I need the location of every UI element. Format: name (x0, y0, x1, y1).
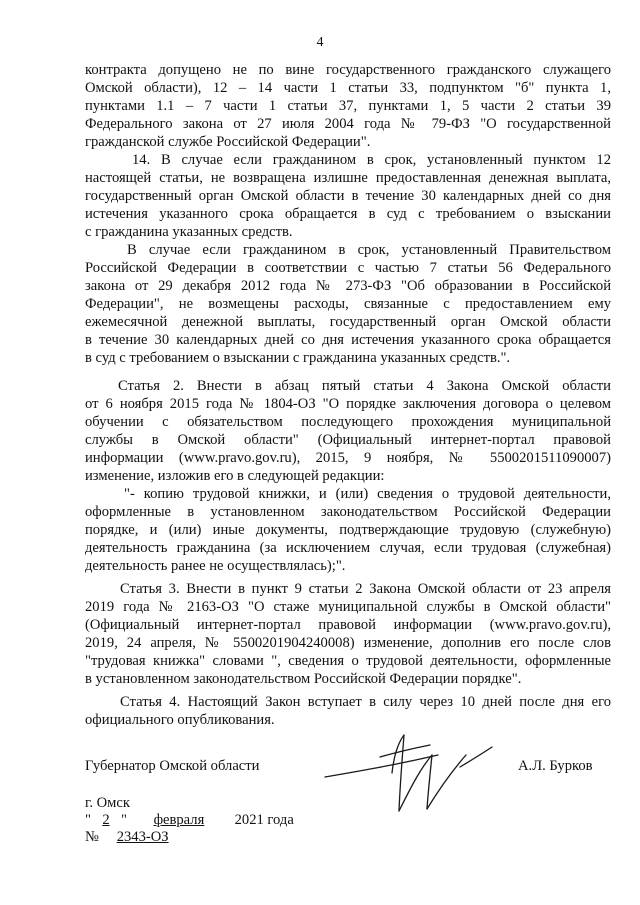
text-line: изменение, изложив его в следующей редакции: (85, 468, 385, 484)
text-line: деятельность ранее не осуществлялась);". (85, 558, 346, 574)
text-line: В случае если гражданином в срок, установленный Правительством (127, 242, 611, 258)
text-line: ежемесячной денежной выплаты, государственный орган Омской области (85, 314, 611, 330)
date-open-quote: " (85, 812, 91, 828)
date-day: 2 (102, 812, 110, 828)
text-line: Омской области), 12 – 14 части 1 статьи 33, подпунктом "б" пункта 1, (85, 80, 611, 96)
signing-date (85, 811, 294, 829)
text-line: контракта допущено не по вине государственного гражданского служащего (85, 62, 611, 78)
date-year: 2021 года (234, 812, 294, 828)
number-sign: № (85, 829, 99, 845)
text-line: Федерального закона от 27 июля 2004 года № 79-ФЗ "О государственной (85, 116, 611, 132)
text-line: в суд с требованием о взыскании с гражданина указанных средств.". (85, 350, 511, 366)
text-line: официального опубликования. (85, 712, 275, 728)
text-line: 14. В случае если гражданином в срок, установленный пунктом 12 (132, 152, 611, 168)
text-line: Российской Федерации в соответствии с частью 7 статьи 56 Федерального (85, 260, 611, 276)
text-line: Статья 3. Внести в пункт 9 статьи 2 Закона Омской области от 23 апреля (120, 581, 611, 597)
text-line: закона от 29 декабря 2012 года № 273-ФЗ "Об образовании в Российской (85, 278, 611, 294)
text-line: 2019 года № 2163-ОЗ "О стаже муниципальной службы в Омской области" (85, 599, 611, 615)
text-line: истечения указанного срока обращается в суд с требованием о взыскании (85, 206, 611, 222)
law-number (85, 828, 169, 846)
text-line: службы в Омской области" (Официальный интернет-портал правовой (85, 432, 611, 448)
text-line: (Официальный интернет-портал правовой информации (www.pravo.gov.ru), (85, 617, 611, 633)
text-line: обучении с обязательством последующего прохождения муниципальной (85, 414, 611, 430)
text-line: Статья 2. Внести в абзац пятый статьи 4 Закона Омской области (118, 378, 611, 394)
text-line: от 6 ноября 2015 года № 1804-ОЗ "О порядке заключения договора о целевом (85, 396, 611, 412)
date-month: февраля (153, 812, 205, 828)
text-line: гражданской службе Российской Федерации". (85, 134, 371, 150)
text-line: порядке, и (или) иные документы, подтверждающие трудовую (служебную) (85, 522, 611, 538)
text-line: в течение 30 календарных дней со дня истечения указанного срока обращается (85, 332, 611, 348)
text-line: информации (www.pravo.gov.ru), 2015, 9 ноября, № 5500201511090007) (85, 450, 611, 466)
handwritten-signature (320, 725, 500, 815)
date-close-quote: " (120, 812, 127, 828)
law-number-value: 2343-ОЗ (116, 829, 169, 845)
text-line: 2019, 24 апреля, № 5500201904240008) изменение, дополнив его после слов (85, 635, 611, 651)
text-line: "трудовая книжка" словами ", сведения о трудовой деятельности, оформленные (85, 653, 611, 669)
text-line: "- копию трудовой книжки, и (или) сведения о трудовой деятельности, (124, 486, 611, 502)
text-line: пунктами 1.1 – 7 части 1 статьи 37, пунктами 1, 5 части 2 статьи 39 (85, 98, 611, 114)
text-line: оформленные в установленном законодательством Российской Федерации (85, 504, 611, 520)
text-line: Статья 4. Настоящий Закон вступает в силу через 10 дней после дня его (120, 694, 611, 710)
page-number: 4 (316, 35, 324, 50)
text-line: с гражданина указанных средств. (85, 224, 293, 240)
text-line: в установленном законодательством Российской Федерации порядке". (85, 671, 522, 687)
text-line: Федерации", не возмещены расходы, связанные с предоставлением ему (85, 296, 611, 312)
text-line: настоящей статьи, не возвращена излишне предоставленная денежная выплата, (85, 170, 611, 186)
city: г. Омск (85, 795, 130, 811)
signatory-name: А.Л. Бурков (518, 758, 593, 774)
text-line: государственный орган Омской области в течение 30 календарных дней со дня (85, 188, 611, 204)
signatory-position: Губернатор Омской области (85, 758, 260, 774)
text-line: деятельность гражданина (за исключением случая, если трудовая (служебная) (85, 540, 611, 556)
